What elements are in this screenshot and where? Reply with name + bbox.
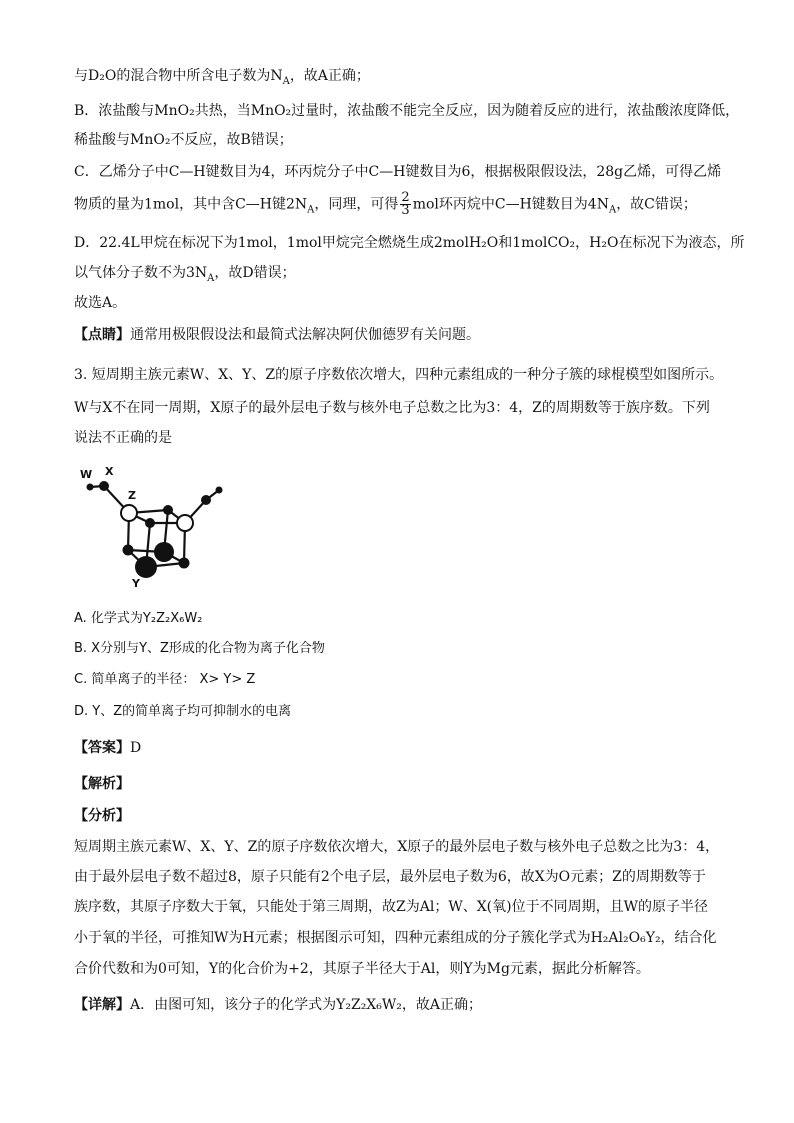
atom-y — [154, 542, 174, 562]
text-line-6: D．22.4L甲烷在标况下为1mol，1mol甲烷完全燃烧生成2molH₂O和1molCO₂，H₂O在标况下为液态，所 — [74, 235, 745, 251]
atom-x — [163, 505, 173, 515]
text-segment: ，同理，可得 — [314, 196, 399, 213]
text-segment: 物质的量为1mol，其中含C—H键2N — [74, 196, 308, 213]
option-a: A. 化学式为Y₂Z₂X₆W₂ — [74, 611, 203, 626]
analysis-line-1: 短周期主族元素W、X、Y、Z的原子序数依次增大，X原子的最外层电子数与核外电子总数之比为3：4， — [74, 839, 720, 855]
label-y: Y — [132, 577, 140, 590]
text-line-3: 稀盐酸与MnO₂不反应，故B错误； — [74, 132, 293, 148]
text-line-1 — [74, 66, 724, 92]
text-line-2: B．浓盐酸与MnO₂共热，当MnO₂过量时，浓盐酸不能完全反应，因为随着反应的进行，浓盐酸浓度降低， — [74, 103, 740, 119]
text-line-8: 故选A。 — [74, 295, 127, 311]
subscript: A — [207, 272, 215, 284]
answer-value: D — [130, 740, 142, 756]
ball-stick-model-figure — [74, 460, 254, 595]
text-segment: 以气体分子数不为3N — [74, 265, 208, 281]
atom-x — [99, 481, 109, 491]
text-segment: 与D₂O的混合物中所含电子数为N — [74, 68, 283, 84]
atom-w — [87, 484, 94, 491]
option-d: D. Y、Z的简单离子均可抑制水的电离 — [74, 704, 292, 719]
text-segment: ，故C错误； — [616, 196, 697, 213]
option-b: B. X分别与Y、Z形成的化合物为离子化合物 — [74, 641, 325, 656]
label-x: X — [105, 465, 114, 478]
question-line-2: W与X不在同一周期，X原子的最外层电子数与核外电子总数之比为3：4，Z的周期数等于族序数。下列 — [74, 400, 710, 416]
answer-line — [74, 738, 724, 758]
text-segment: 通常用极限假设法和最简式法解决阿伏伽德罗有关问题。 — [130, 327, 480, 343]
subscript: A — [608, 204, 617, 216]
label-w: W — [80, 468, 93, 481]
text-line-7 — [74, 263, 724, 289]
atoms — [87, 481, 223, 578]
option-c: C. 简单离子的半径： X> Y> Z — [74, 672, 256, 687]
text-segment: ，故A正确； — [289, 68, 370, 84]
text-line-4: C．乙烯分子中C—H键数目为4，环丙烷分子中C—H键数目为6，根据极限假设法，28g乙烯，可得乙烯 — [74, 164, 722, 180]
atom-x — [179, 558, 190, 569]
analysis-line-4: 小于氧的半径，可推知W为H元素；根据图示可知，四种元素组成的分子簇化学式为H₂Al₂O₆Y₂，结合化 — [74, 930, 717, 946]
text-line-5 — [74, 192, 724, 220]
section-tag: 【点睛】 — [74, 327, 130, 343]
atom-w — [216, 487, 223, 494]
question-line-1: 3. 短周期主族元素W、X、Y、Z的原子序数依次增大，四种元素组成的一种分子簇的球棍模型如图所示。 — [74, 367, 724, 383]
analysis-line-3: 族序数，其原子序数大于氧，只能处于第三周期，故Z为Al；W、X(氧)位于不同周期，且W的原子半径 — [74, 899, 708, 915]
analysis-tag: 【解析】 — [74, 776, 130, 792]
text-segment: ，故D错误； — [214, 265, 296, 281]
text-segment: mol环丙烷中C—H键数目为4N — [412, 196, 609, 213]
fraction — [400, 192, 410, 217]
atom-x — [123, 545, 134, 556]
detail-line — [74, 995, 724, 1015]
atom-y — [135, 556, 157, 578]
atom-z — [121, 505, 137, 521]
fenxi-tag: 【分析】 — [74, 808, 130, 824]
analysis-line-5: 合价代数和为0可知，Y的化合价为+2，其原子半径大于Al，则Y为Mg元素，据此分析解答。 — [74, 961, 650, 977]
question-line-3: 说法不正确的是 — [74, 430, 172, 446]
text-line-9 — [74, 325, 724, 345]
atom-z — [177, 515, 193, 531]
answer-tag: 【答案】 — [74, 740, 130, 756]
analysis-line-2: 由于最外层电子数不超过8，原子只能有2个电子层，最外层电子数为6，故X为O元素；Z的周期数等于 — [74, 869, 706, 885]
atom-x — [201, 495, 211, 505]
fraction-denominator: 3 — [401, 203, 410, 218]
section-tag: 【详解】 — [74, 997, 130, 1013]
text-segment: A．由图可知，该分子的化学式为Y₂Z₂X₆W₂，故A正确； — [130, 997, 482, 1013]
label-z: Z — [128, 489, 136, 502]
atom-x — [145, 518, 155, 528]
subscript: A — [282, 75, 290, 87]
fraction-numerator: 2 — [401, 190, 410, 205]
subscript: A — [307, 204, 315, 216]
